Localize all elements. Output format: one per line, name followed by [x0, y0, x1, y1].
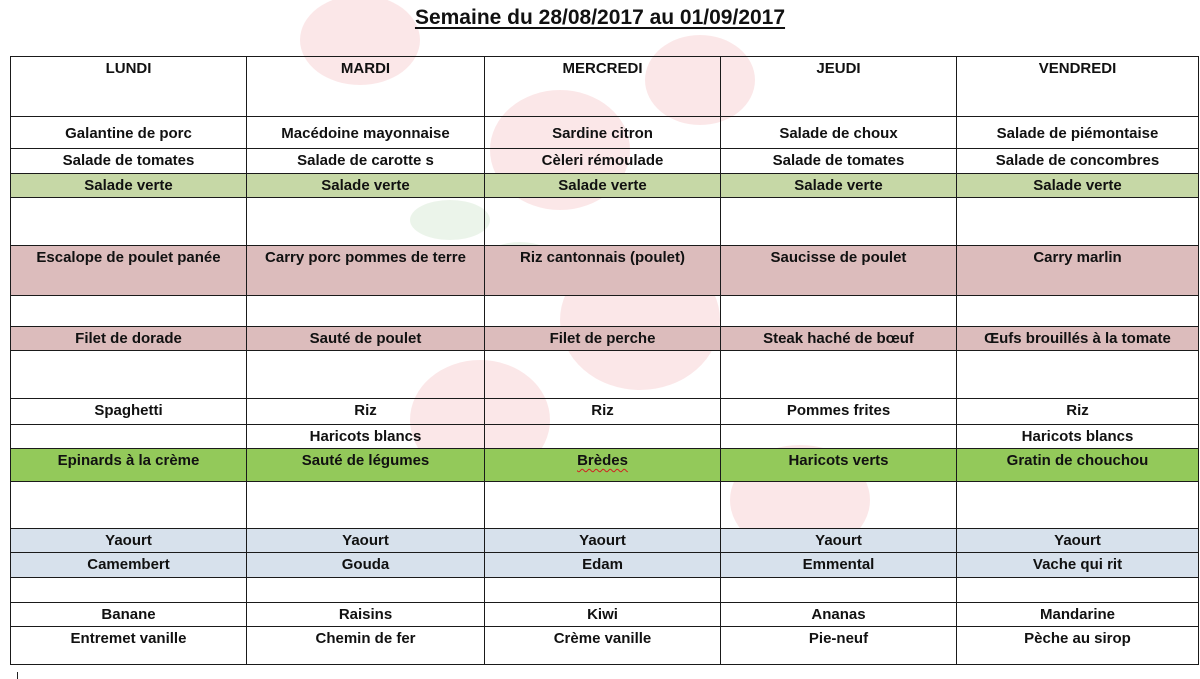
- spellcheck-underlined-text: Brèdes: [577, 452, 628, 469]
- menu-row-empty: [11, 351, 1199, 399]
- menu-cell: Salade verte: [11, 174, 247, 198]
- menu-cell: Saucisse de poulet: [721, 246, 957, 296]
- menu-cell: Emmental: [721, 553, 957, 578]
- menu-cell: Entremet vanille: [11, 627, 247, 665]
- menu-cell: Epinards à la crème: [11, 449, 247, 482]
- menu-cell: Haricots verts: [721, 449, 957, 482]
- menu-row-dessert: [11, 627, 1199, 665]
- menu-cell: Salade verte: [485, 174, 721, 198]
- menu-cell: Salade de tomates: [721, 149, 957, 174]
- menu-cell: [247, 482, 485, 529]
- menu-cell: Salade verte: [721, 174, 957, 198]
- menu-row-empty: [11, 296, 1199, 327]
- menu-cell: Salade de concombres: [957, 149, 1199, 174]
- menu-cell: Haricots blancs: [957, 425, 1199, 449]
- menu-cell: Macédoine mayonnaise: [247, 117, 485, 149]
- day-header-lundi: LUNDI: [11, 57, 247, 117]
- menu-cell: Edam: [485, 553, 721, 578]
- menu-cell: Crème vanille: [485, 627, 721, 665]
- menu-cell: Galantine de porc: [11, 117, 247, 149]
- menu-cell: Ananas: [721, 603, 957, 627]
- menu-cell: Pommes frites: [721, 399, 957, 425]
- menu-cell: [957, 578, 1199, 603]
- menu-cell: [957, 296, 1199, 327]
- menu-row-fruit: [11, 603, 1199, 627]
- menu-cell: [485, 351, 721, 399]
- menu-row-entree-2: [11, 149, 1199, 174]
- text-cursor-mark: [17, 672, 18, 679]
- header-row: [11, 57, 1199, 117]
- menu-cell: [721, 351, 957, 399]
- menu-cell: Filet de dorade: [11, 327, 247, 351]
- menu-cell: [485, 449, 721, 482]
- menu-row-entree-1: [11, 117, 1199, 149]
- menu-cell: Yaourt: [247, 529, 485, 553]
- menu-cell: [485, 198, 721, 246]
- menu-row-empty: [11, 578, 1199, 603]
- menu-cell: [721, 198, 957, 246]
- menu-cell: Sardine citron: [485, 117, 721, 149]
- menu-cell: [957, 351, 1199, 399]
- menu-row-empty: [11, 482, 1199, 529]
- menu-row-plat-2: [11, 327, 1199, 351]
- menu-cell: [485, 578, 721, 603]
- menu-cell: [721, 482, 957, 529]
- menu-cell: Gouda: [247, 553, 485, 578]
- menu-cell: Spaghetti: [11, 399, 247, 425]
- menu-cell: Carry porc pommes de terre: [247, 246, 485, 296]
- menu-row-laitage-1: [11, 529, 1199, 553]
- menu-cell: Riz: [957, 399, 1199, 425]
- menu-cell: Mandarine: [957, 603, 1199, 627]
- menu-cell: Salade de piémontaise: [957, 117, 1199, 149]
- menu-cell: Cèleri rémoulade: [485, 149, 721, 174]
- menu-cell: Salade de tomates: [11, 149, 247, 174]
- menu-cell: [11, 198, 247, 246]
- menu-cell: [721, 578, 957, 603]
- menu-cell: Gratin de chouchou: [957, 449, 1199, 482]
- menu-cell: Salade verte: [247, 174, 485, 198]
- menu-cell: Vache qui rit: [957, 553, 1199, 578]
- menu-cell: [721, 296, 957, 327]
- menu-cell: Pie-neuf: [721, 627, 957, 665]
- menu-cell: Banane: [11, 603, 247, 627]
- menu-cell: [247, 198, 485, 246]
- page-title: Semaine du 28/08/2017 au 01/09/2017: [414, 6, 786, 29]
- day-header-jeudi: JEUDI: [721, 57, 957, 117]
- menu-cell: Riz: [485, 399, 721, 425]
- menu-cell: [247, 351, 485, 399]
- menu-cell: Œufs brouillés à la tomate: [957, 327, 1199, 351]
- day-header-mercredi: MERCREDI: [485, 57, 721, 117]
- weekly-menu-table: [10, 56, 1199, 665]
- menu-cell: [485, 296, 721, 327]
- menu-cell: Yaourt: [11, 529, 247, 553]
- menu-cell: [957, 482, 1199, 529]
- day-header-vendredi: VENDREDI: [957, 57, 1199, 117]
- menu-cell: Sauté de légumes: [247, 449, 485, 482]
- menu-cell: Escalope de poulet panée: [11, 246, 247, 296]
- menu-cell: Yaourt: [485, 529, 721, 553]
- menu-cell: [11, 296, 247, 327]
- menu-row-salade-verte: [11, 174, 1199, 198]
- day-header-mardi: MARDI: [247, 57, 485, 117]
- menu-cell: [485, 425, 721, 449]
- menu-row-feculent: [11, 399, 1199, 425]
- menu-row-laitage-2: [11, 553, 1199, 578]
- menu-cell: Raisins: [247, 603, 485, 627]
- menu-cell: [247, 578, 485, 603]
- menu-cell: Salade de choux: [721, 117, 957, 149]
- menu-cell: Sauté de poulet: [247, 327, 485, 351]
- menu-cell: Haricots blancs: [247, 425, 485, 449]
- menu-cell: Yaourt: [721, 529, 957, 553]
- menu-cell: Riz: [247, 399, 485, 425]
- menu-cell: [247, 296, 485, 327]
- menu-cell: Yaourt: [957, 529, 1199, 553]
- menu-row-plat-1: [11, 246, 1199, 296]
- menu-cell: [11, 578, 247, 603]
- menu-cell: Camembert: [11, 553, 247, 578]
- menu-cell: Salade verte: [957, 174, 1199, 198]
- menu-cell: Carry marlin: [957, 246, 1199, 296]
- menu-cell: [721, 425, 957, 449]
- menu-cell: Chemin de fer: [247, 627, 485, 665]
- menu-cell: [11, 351, 247, 399]
- menu-cell: [11, 482, 247, 529]
- menu-cell: Kiwi: [485, 603, 721, 627]
- menu-cell: Riz cantonnais (poulet): [485, 246, 721, 296]
- menu-cell: [485, 482, 721, 529]
- menu-cell: Pèche au sirop: [957, 627, 1199, 665]
- menu-cell: [11, 425, 247, 449]
- menu-cell: Salade de carotte s: [247, 149, 485, 174]
- menu-row-empty: [11, 198, 1199, 246]
- menu-cell: Filet de perche: [485, 327, 721, 351]
- menu-cell: Steak haché de bœuf: [721, 327, 957, 351]
- menu-row-legume: [11, 449, 1199, 482]
- menu-row-accompagnement: [11, 425, 1199, 449]
- menu-cell: [957, 198, 1199, 246]
